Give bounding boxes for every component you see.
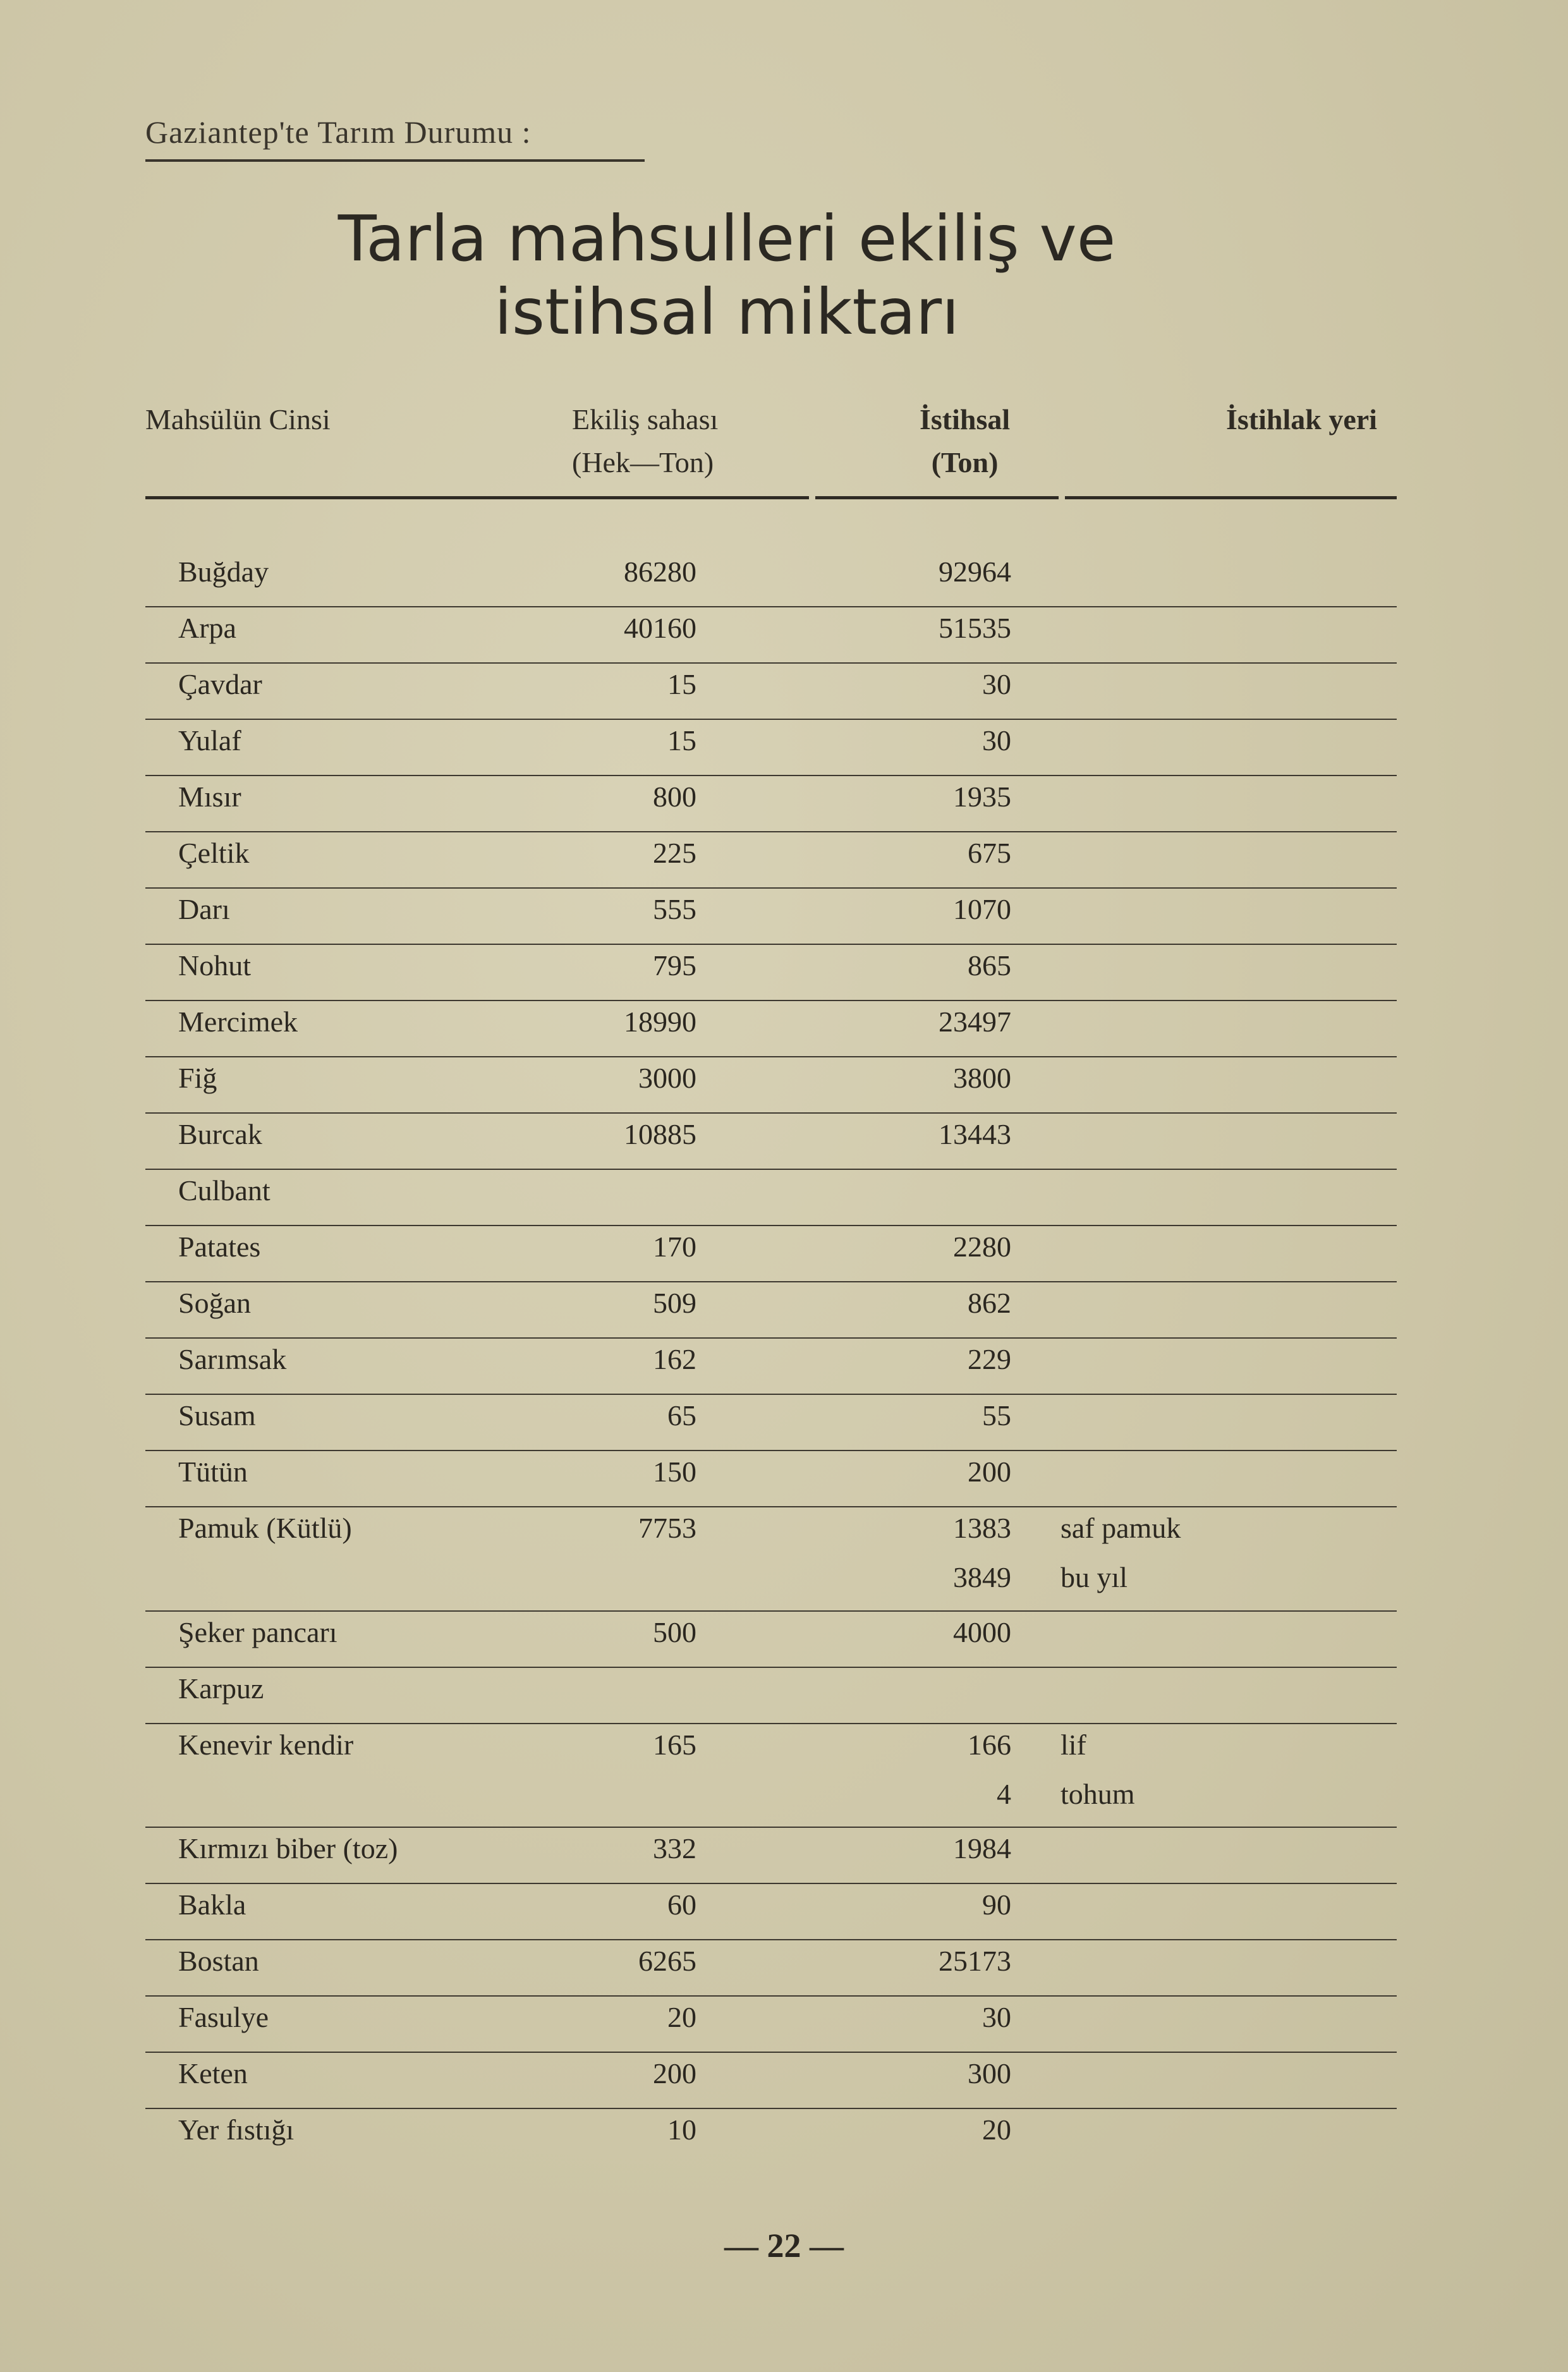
crop-name: Yer fıstığı <box>178 2114 295 2146</box>
consumption-note: lif <box>1061 1728 1086 1761</box>
table-row <box>145 2108 1397 2164</box>
production-amount: 300 <box>968 2057 1011 2090</box>
crop-name: Karpuz <box>178 1672 264 1705</box>
table-row <box>145 1939 1397 1997</box>
crop-name: Pamuk (Kütlü) <box>178 1512 352 1544</box>
production-amount: 166 <box>968 1728 1011 1761</box>
planted-area: 40160 <box>624 612 696 644</box>
production-amount: 3800 <box>953 1062 1011 1094</box>
planted-area: 3000 <box>638 1062 696 1094</box>
crop-name: Soğan <box>178 1287 251 1319</box>
planted-area: 332 <box>653 1832 696 1865</box>
header-rule <box>815 496 1059 499</box>
planted-area: 15 <box>667 724 696 757</box>
crop-name: Darı <box>178 893 230 925</box>
crop-name: Burcak <box>178 1118 262 1150</box>
production-amount: 1070 <box>953 893 1011 925</box>
planted-area: 800 <box>653 781 696 813</box>
crop-name: Culbant <box>178 1174 270 1207</box>
planted-area: 18990 <box>624 1006 696 1038</box>
table-row <box>145 1723 1397 1828</box>
production-amount: 4 <box>997 1777 1011 1810</box>
planted-area: 65 <box>667 1399 696 1432</box>
production-amount: 30 <box>982 724 1011 757</box>
production-amount: 200 <box>968 1456 1011 1488</box>
table-row <box>145 2052 1397 2109</box>
planted-area: 165 <box>653 1728 696 1761</box>
table-row <box>145 1394 1397 1451</box>
table-row <box>145 1281 1397 1339</box>
production-amount: 3849 <box>953 1561 1011 1593</box>
production-amount: 865 <box>968 949 1011 982</box>
table-row <box>145 831 1397 889</box>
header-rule <box>1065 496 1397 499</box>
crop-name: Yulaf <box>178 724 241 757</box>
page-header: Gaziantep'te Tarım Durumu : <box>145 114 645 162</box>
column-header-production <box>920 398 1010 484</box>
production-amount: 30 <box>982 668 1011 700</box>
production-amount: 90 <box>982 1888 1011 1921</box>
production-amount: 30 <box>982 2001 1011 2034</box>
crop-name: Sarımsak <box>178 1343 287 1375</box>
table-row <box>145 1169 1397 1226</box>
table-row <box>145 606 1397 664</box>
page-number: — 22 — <box>724 2227 844 2265</box>
planted-area: 555 <box>653 893 696 925</box>
header-rule <box>145 496 809 499</box>
column-header-area-line-2: (Hek—Ton) <box>572 446 714 478</box>
table-row <box>145 1337 1397 1395</box>
column-header-consumption: İstihlak yeri <box>1226 403 1377 435</box>
table-row <box>145 1112 1397 1170</box>
column-header-area <box>572 398 718 484</box>
planted-area: 10 <box>667 2114 696 2146</box>
planted-area: 500 <box>653 1615 696 1648</box>
production-amount: 20 <box>982 2114 1011 2146</box>
planted-area: 225 <box>653 837 696 869</box>
production-amount: 25173 <box>939 1945 1011 1978</box>
crop-name: Nohut <box>178 949 251 982</box>
consumption-note: bu yıl <box>1061 1561 1128 1593</box>
planted-area: 15 <box>667 668 696 700</box>
crop-name: Mısır <box>178 781 241 813</box>
production-amount: 1984 <box>953 1832 1011 1865</box>
crop-name: Fiğ <box>178 1062 217 1094</box>
crop-name: Bostan <box>178 1945 259 1978</box>
production-amount: 1935 <box>953 781 1011 813</box>
crop-name: Fasulye <box>178 2001 269 2034</box>
column-header-area-line-1: Ekiliş sahası <box>572 403 719 435</box>
crop-name: Çeltik <box>178 837 250 869</box>
crop-name: Şeker pancarı <box>178 1615 337 1648</box>
planted-area: 170 <box>653 1231 696 1263</box>
consumption-note: saf pamuk <box>1061 1512 1181 1544</box>
crop-name: Arpa <box>178 612 236 644</box>
crop-name: Kenevir kendir <box>178 1728 354 1761</box>
crop-name: Susam <box>178 1399 256 1432</box>
crop-name: Buğday <box>178 556 269 588</box>
production-amount: 675 <box>968 837 1011 869</box>
table-row <box>145 775 1397 832</box>
column-header-name: Mahsülün Cinsi <box>145 403 331 435</box>
production-amount: 23497 <box>939 1006 1011 1038</box>
crop-name: Tütün <box>178 1456 248 1488</box>
table-title <box>253 202 1201 349</box>
production-amount: 2280 <box>953 1231 1011 1263</box>
planted-area: 795 <box>653 949 696 982</box>
title-line-1: Tarla mahsulleri ekiliş ve <box>337 202 1116 276</box>
production-amount: 92964 <box>939 556 1011 588</box>
planted-area: 7753 <box>638 1512 696 1544</box>
crop-name: Patates <box>178 1231 261 1263</box>
crop-name: Bakla <box>178 1888 246 1921</box>
production-amount: 1383 <box>953 1512 1011 1544</box>
planted-area: 86280 <box>624 556 696 588</box>
table-row <box>145 662 1397 720</box>
table-row <box>145 1056 1397 1114</box>
crop-name: Çavdar <box>178 668 262 700</box>
table-row <box>145 944 1397 1001</box>
table-row <box>145 887 1397 945</box>
table-row <box>145 1000 1397 1057</box>
planted-area: 509 <box>653 1287 696 1319</box>
production-amount: 229 <box>968 1343 1011 1375</box>
planted-area: 10885 <box>624 1118 696 1150</box>
planted-area: 200 <box>653 2057 696 2090</box>
table-row <box>145 1827 1397 1884</box>
table-row <box>145 1883 1397 1940</box>
production-amount: 4000 <box>953 1615 1011 1648</box>
consumption-note: tohum <box>1061 1777 1135 1810</box>
table-row <box>145 550 1397 607</box>
planted-area: 162 <box>653 1343 696 1375</box>
table-row <box>145 1995 1397 2053</box>
table-row <box>145 719 1397 776</box>
table-row <box>145 1506 1397 1612</box>
planted-area: 60 <box>667 1888 696 1921</box>
production-amount: 13443 <box>939 1118 1011 1150</box>
planted-area: 6265 <box>638 1945 696 1978</box>
crop-name: Keten <box>178 2057 248 2090</box>
planted-area: 150 <box>653 1456 696 1488</box>
crop-name: Kırmızı biber (toz) <box>178 1832 398 1865</box>
planted-area: 20 <box>667 2001 696 2034</box>
production-amount: 55 <box>982 1399 1011 1432</box>
title-line-2: istihsal miktarı <box>494 275 959 349</box>
crop-name: Mercimek <box>178 1006 298 1038</box>
table-row <box>145 1610 1397 1668</box>
table-row <box>145 1225 1397 1282</box>
column-header-production-line-2: (Ton) <box>931 446 999 478</box>
table-row <box>145 1450 1397 1507</box>
production-amount: 862 <box>968 1287 1011 1319</box>
production-amount: 51535 <box>939 612 1011 644</box>
column-header-production-line-1: İstihsal <box>920 403 1011 435</box>
table-row <box>145 1667 1397 1724</box>
